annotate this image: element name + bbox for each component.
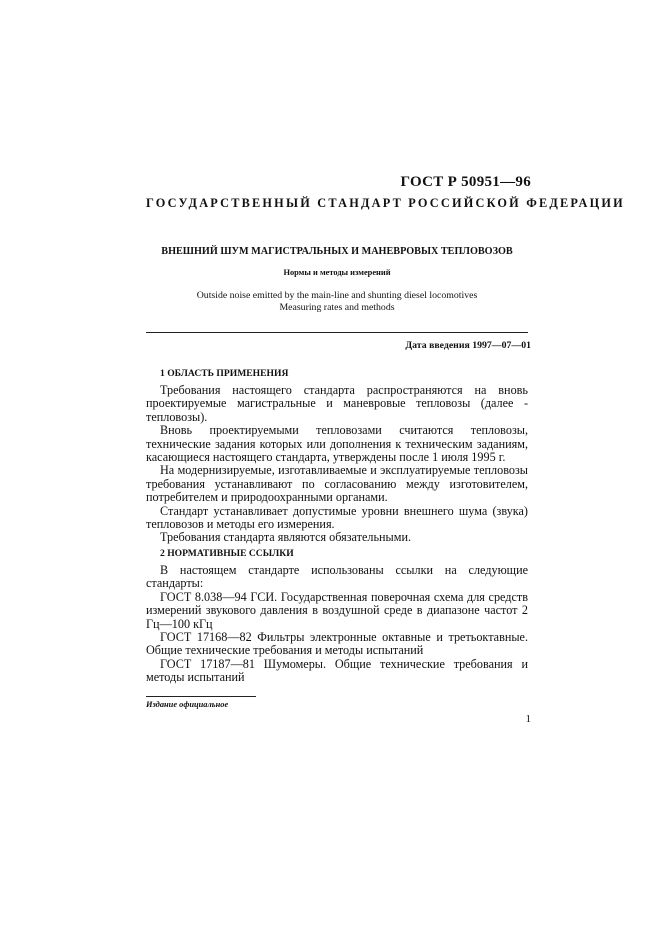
page-number: 1: [525, 713, 531, 725]
section-heading: 2 НОРМАТИВНЫЕ ССЫЛКИ: [160, 548, 294, 559]
official-edition-label: Издание официальное: [146, 700, 229, 709]
paragraph: ГОСТ 17168—82 Фильтры электронные октавные и третьоктавные. Общие технические требования и методы испытаний: [146, 630, 528, 658]
english-title: [146, 290, 528, 314]
paragraph: Требования стандарта являются обязательными.: [160, 530, 412, 545]
paragraph: Требования настоящего стандарта распространяются на вновь проектируемые магистральные и маневровые тепловозы (далее - тепловозы).: [146, 383, 528, 424]
state-standard-heading: ГОСУДАРСТВЕННЫЙ СТАНДАРТ РОССИЙСКОЙ ФЕДЕРАЦИИ: [146, 196, 625, 210]
gost-number: ГОСТ Р 50951—96: [400, 174, 531, 190]
paragraph: Стандарт устанавливает допустимые уровни внешнего шума (звука) тепловозов и методы его измерения.: [146, 503, 528, 532]
footer-divider: [146, 696, 256, 697]
document-title: ВНЕШНИЙ ШУМ МАГИСТРАЛЬНЫХ И МАНЕВРОВЫХ ТЕПЛОВОЗОВ: [161, 246, 513, 257]
document-subtitle: Нормы и методы измерений: [283, 268, 391, 277]
introduction-date: Дата введения 1997—07—01: [405, 340, 531, 351]
paragraph: ГОСТ 8.038—94 ГСИ. Государственная поверочная схема для средств измерений звукового давления в воздушной среде в диапазоне частот 2 Гц—100 кГц: [146, 589, 528, 631]
english-title-line: Outside noise emitted by the main-line and shunting diesel locomotives: [196, 290, 478, 301]
section-scope: [146, 367, 528, 545]
paragraph: На модернизируемые, изготавливаемые и эксплуатируемые тепловозы требования устанавливают по согласованию между изготовителем, потребителем и природоохранными органами.: [146, 463, 528, 505]
title-divider: [146, 332, 528, 333]
section-heading: 1 ОБЛАСТЬ ПРИМЕНЕНИЯ: [160, 368, 289, 379]
section-normative-references: [146, 547, 528, 685]
paragraph: ГОСТ 17187—81 Шумомеры. Общие технические требования и методы испытаний: [146, 656, 528, 685]
english-title-line: Measuring rates and methods: [279, 302, 395, 313]
paragraph: В настоящем стандарте использованы ссылки на следующие стандарты:: [146, 563, 528, 591]
paragraph: Вновь проектируемыми тепловозами считаются тепловозы, технические задания которых или дополнения к техническим заданиям, касающиеся настоящего стандарта, утверждены после 1 июля 1995 г.: [146, 423, 528, 465]
